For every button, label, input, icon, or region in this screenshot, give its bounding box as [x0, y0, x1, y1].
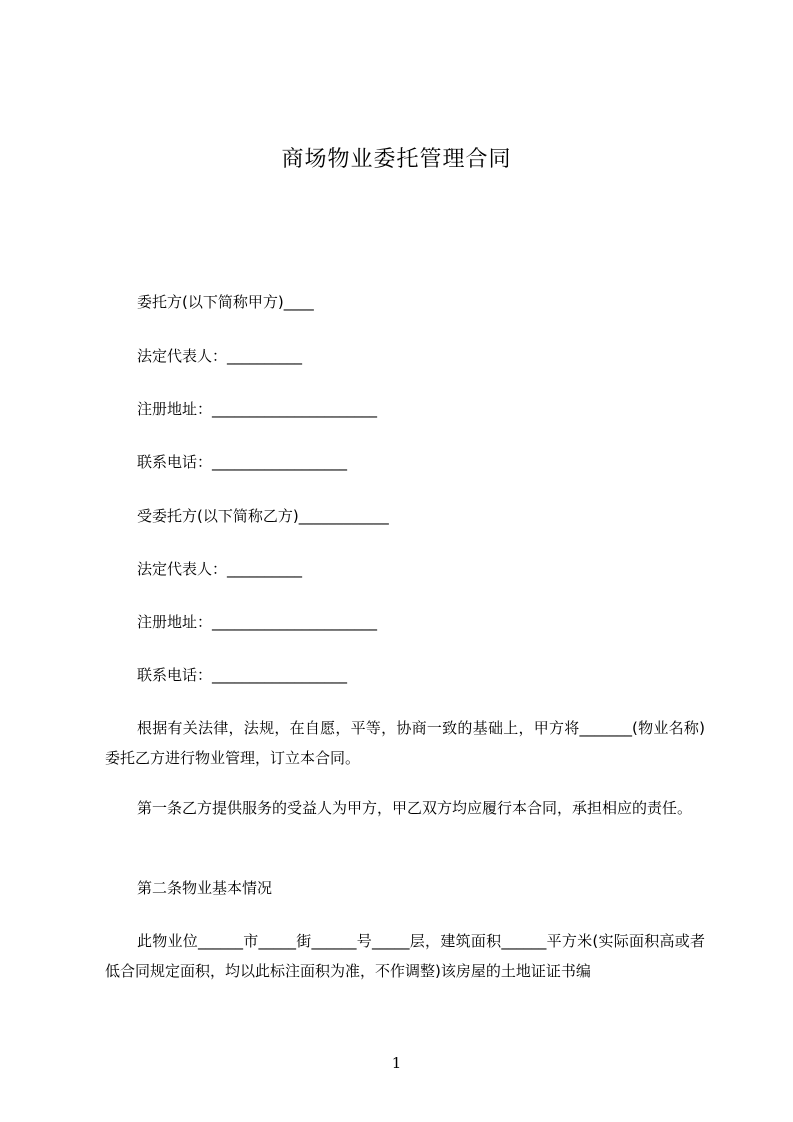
party-b-representative-line: 法定代表人：__________: [137, 560, 303, 578]
article-2-paragraph: 此物业位______市_____街______号_____层，建筑面积______平方米(实际面积高或者低合同规定面积，均以此标注面积为准，不作调整)该房屋的土地证证书编: [105, 932, 705, 980]
party-b-name-line: 受委托方(以下简称乙方)____________: [137, 507, 389, 525]
party-a-phone-line: 联系电话：__________________: [137, 453, 348, 471]
party-a-address-line: 注册地址：______________________: [137, 400, 378, 418]
article-2-heading: 第二条物业基本情况: [137, 879, 273, 897]
party-a-name-line: 委托方(以下简称甲方)____: [137, 293, 314, 311]
article-1-paragraph: 第一条乙方提供服务的受益人为甲方，甲乙双方均应履行本合同，承担相应的责任。: [137, 799, 693, 817]
party-b-phone-line: 联系电话：__________________: [137, 666, 348, 684]
party-b-address-line: 注册地址：______________________: [137, 613, 378, 631]
document-title: 商场物业委托管理合同: [281, 147, 512, 172]
party-a-representative-line: 法定代表人：__________: [137, 347, 303, 365]
page-number: 1: [391, 1054, 402, 1072]
preamble-paragraph: 根据有关法律，法规，在自愿，平等，协商一致的基础上，甲方将_______(物业名称)委托乙方进行物业管理，订立本合同。: [105, 719, 705, 767]
